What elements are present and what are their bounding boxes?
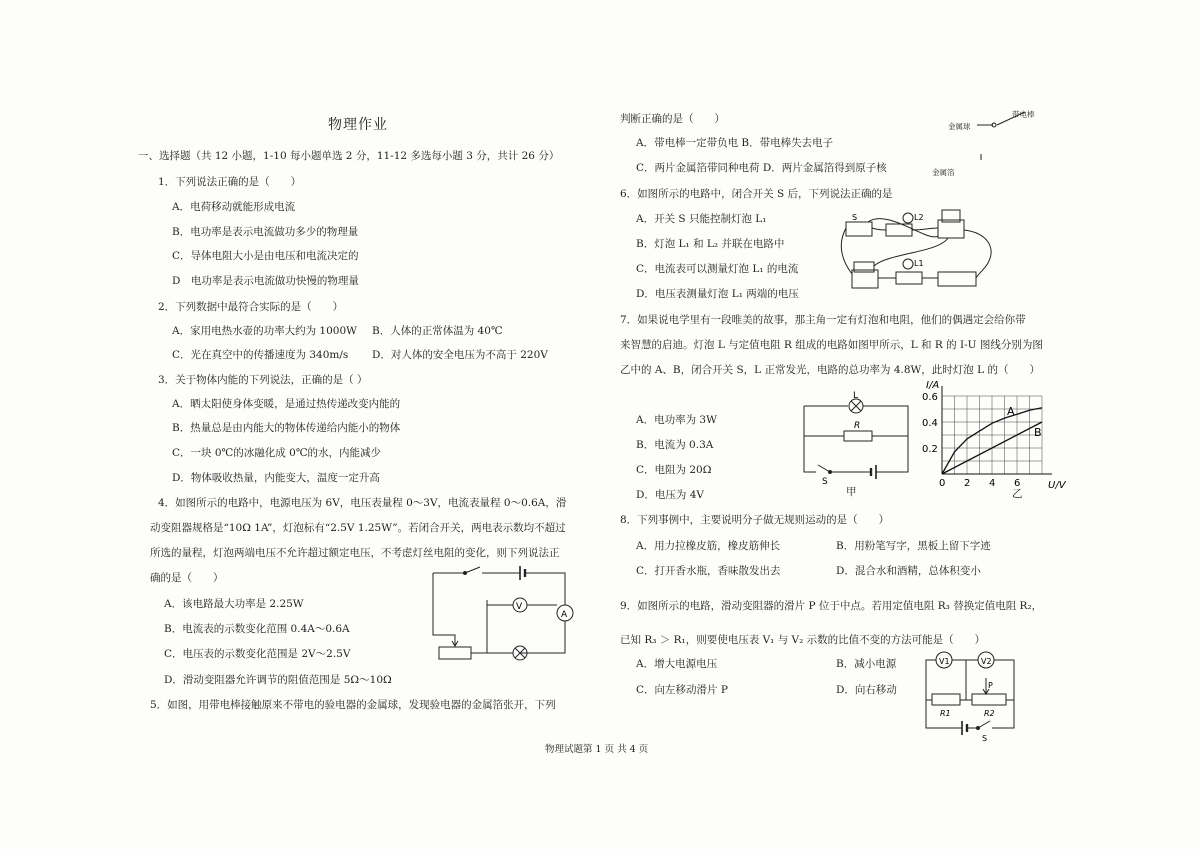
q9-line-2: 已知 R₃ ＞ R₁，则要使电压表 V₁ 与 V₂ 示数的比值不变的方法可能是（ ） — [620, 634, 986, 646]
q2-option-b: B．人体的正常体温为 40℃ — [372, 325, 503, 337]
chart-x-tick-label: 4 — [989, 478, 996, 489]
q6-fig-l2-label: L2 — [914, 213, 924, 222]
q4-option-a: A．该电路最大功率是 2.25W — [164, 598, 304, 610]
chart-x-tick-label: 2 — [964, 478, 971, 489]
q4-circuit-diagram — [425, 565, 585, 675]
q7-option-c: C．电阻为 20Ω — [636, 464, 712, 476]
q7-fig-resistor-label: R — [854, 421, 861, 431]
q4-line-3: 所选的量程，灯泡两端电压不允许超过额定电压，不考虑灯丝电阻的变化，则下列说法正 — [150, 547, 560, 559]
q9-line-1: 9．如图所示的电路，滑动变阻器的滑片 P 位于中点。若用定值电阻 R₃ 替换定值电阻 R₂， — [620, 600, 1043, 612]
q4-option-c: C．电压表的示数变化范围是 2V～2.5V — [164, 648, 351, 660]
q7-line-1: 7．如果说电学里有一段唯美的故事，那主角一定有灯泡和电阻，他们的偶遇定会给你带 — [620, 314, 1026, 326]
chart-y-tick-label: 0.2 — [922, 444, 938, 455]
q8-option-a: A．用力拉橡皮筋，橡皮筋伸长 — [636, 540, 781, 552]
q1-option-c: C．导体电阻大小是由电压和电流决定的 — [172, 250, 359, 262]
q6-stem: 6．如图所示的电路中，闭合开关 S 后，下列说法正确的是 — [620, 188, 893, 200]
q4-voltmeter-label: V — [516, 602, 523, 612]
q7-option-d: D．电压为 4V — [636, 489, 705, 501]
q9-fig-v2-label: V2 — [981, 657, 992, 666]
page-footer: 物理试题第 1 页 共 4 页 — [545, 744, 649, 755]
chart-x-tick-label: 6 — [1014, 478, 1021, 489]
q4-line-4: 确的是（ ） — [150, 572, 224, 584]
q3-option-d: D．物体吸收热量，内能变大，温度一定升高 — [172, 472, 380, 484]
q3-option-b: B．热量总是由内能大的物体传递给内能小的物体 — [172, 422, 401, 434]
q8-option-b: B．用粉笔写字，黑板上留下字迹 — [836, 540, 991, 552]
q3-option-c: C．一块 0℃的冰融化成 0℃的水，内能减少 — [172, 447, 382, 459]
q9-fig-r1-label: R1 — [940, 709, 951, 718]
q9-option-c: C．向左移动滑片 P — [636, 684, 728, 696]
chart-y-tick-label: 0.4 — [922, 418, 938, 429]
q5-fig-foil-label: 金属箔 — [932, 168, 955, 177]
q9-option-b: B．减小电源 — [836, 658, 897, 670]
q7-iu-chart — [920, 380, 1066, 492]
q9-fig-p-label: P — [988, 681, 993, 690]
q2-option-a: A．家用电热水壶的功率大约为 1000W — [172, 325, 357, 337]
q4-option-d: D．滑动变阻器允许调节的阻值范围是 5Ω～10Ω — [164, 674, 392, 686]
q6-fig-switch-label: S — [852, 213, 858, 222]
q9-option-d: D．向右移动 — [836, 684, 897, 696]
section-heading: 一、选择题（共 12 小题，1-10 每小题单选 2 分，11-12 多选每小题 3 分，共计 26 分） — [138, 150, 560, 162]
q5-fig-ball-label: 金属球 — [948, 122, 971, 131]
q7-fig-switch-label: S — [822, 477, 828, 487]
chart-x-axis-label: U/V — [1048, 480, 1066, 491]
q7-line-2: 来智慧的启迪。灯泡 L 与定值电阻 R 组成的电路如图甲所示，L 和 R 的 I-U 图线分别为图 — [620, 339, 1043, 351]
q7-fig-yi-label: 乙 — [1012, 488, 1023, 500]
q5-options-ab: A．带电棒一定带负电 B．带电棒失去电子 — [636, 137, 834, 149]
q6-option-c: C．电流表可以测量灯泡 L₁ 的电流 — [636, 263, 799, 275]
q6-option-b: B．灯泡 L₁ 和 L₂ 并联在电路中 — [636, 238, 785, 250]
q2-stem: 2．下列数据中最符合实际的是（ ） — [158, 301, 344, 313]
q9-option-a: A．增大电源电压 — [636, 658, 718, 670]
chart-y-axis-label: I/A — [926, 380, 940, 391]
chart-y-tick-label: 0.6 — [922, 392, 938, 403]
chart-x-tick-label: 0 — [939, 478, 946, 489]
q3-option-a: A．晒太阳使身体变暖，是通过热传递改变内能的 — [172, 398, 401, 410]
q5-options-cd: C．两片金属箔带同种电荷 D．两片金属箔得到原子核 — [636, 162, 887, 174]
q7-line-3: 乙中的 A、B，闭合开关 S，L 正常发光，电路的总功率为 4.8W，此时灯泡 L 的（ ） — [620, 364, 1040, 376]
q1-option-b: B．电功率是表示电流做功多少的物理量 — [172, 226, 359, 238]
q8-stem: 8．下列事例中，主要说明分子做无规则运动的是（ ） — [620, 514, 890, 526]
q1-option-a: A．电荷移动就能形成电流 — [172, 201, 296, 213]
q8-option-d: D．混合水和酒精，总体积变小 — [836, 565, 981, 577]
q4-ammeter-label: A — [561, 610, 568, 620]
q6-circuit-figure — [838, 208, 1003, 304]
q4-line-2: 动变阻器规格是“10Ω 1A”，灯泡标有“2.5V 1.25W”。若闭合开关，两电表示数均不超过 — [150, 522, 566, 534]
q9-fig-switch-label: S — [982, 734, 988, 743]
q2-option-d: D．对人体的安全电压为不高于 220V — [372, 349, 548, 361]
q5-fig-rod-label: 带电棒 — [1012, 110, 1035, 119]
q1-option-d: D 电功率是表示电流做功快慢的物理量 — [172, 275, 359, 287]
q7-circuit-jia — [800, 391, 915, 487]
q6-option-d: D．电压表测量灯泡 L₁ 两端的电压 — [636, 288, 799, 300]
q4-line-1: 4．如图所示的电路中，电源电压为 6V，电压表量程 0～3V，电流表量程 0～0.6A，滑 — [158, 497, 567, 509]
q6-fig-l1-label: L1 — [914, 259, 924, 268]
q7-option-a: A．电功率为 3W — [636, 414, 717, 426]
q5-line-1: 5．如图，用带电棒接触原来不带电的验电器的金属球，发现验电器的金属箔张开，下列 — [150, 699, 556, 711]
q7-fig-lamp-label: L — [853, 391, 859, 401]
q9-circuit-diagram — [918, 648, 1028, 742]
q9-fig-r2-label: R2 — [984, 709, 995, 718]
q1-stem: 1．下列说法正确的是（ ） — [158, 176, 302, 188]
chart-series-b-label: B — [1034, 426, 1042, 439]
q6-option-a: A．开关 S 只能控制灯泡 L₁ — [636, 213, 767, 225]
page-title: 物理作业 — [328, 117, 388, 133]
q3-stem: 3．关于物体内能的下列说法，正确的是（ ） — [158, 374, 368, 386]
q7-option-b: B．电流为 0.3A — [636, 439, 714, 451]
q8-option-c: C．打开香水瓶，香味散发出去 — [636, 565, 781, 577]
q2-option-c: C．光在真空中的传播速度为 340m/s — [172, 349, 349, 361]
q4-option-b: B．电流表的示数变化范围 0.4A～0.6A — [164, 623, 350, 635]
q7-fig-jia-label: 甲 — [846, 486, 857, 498]
chart-series-a-label: A — [1007, 405, 1015, 419]
q5-line-2: 判断正确的是（ ） — [620, 113, 725, 125]
q5-electroscope-figure — [975, 110, 1035, 170]
q9-fig-v1-label: V1 — [939, 657, 950, 666]
